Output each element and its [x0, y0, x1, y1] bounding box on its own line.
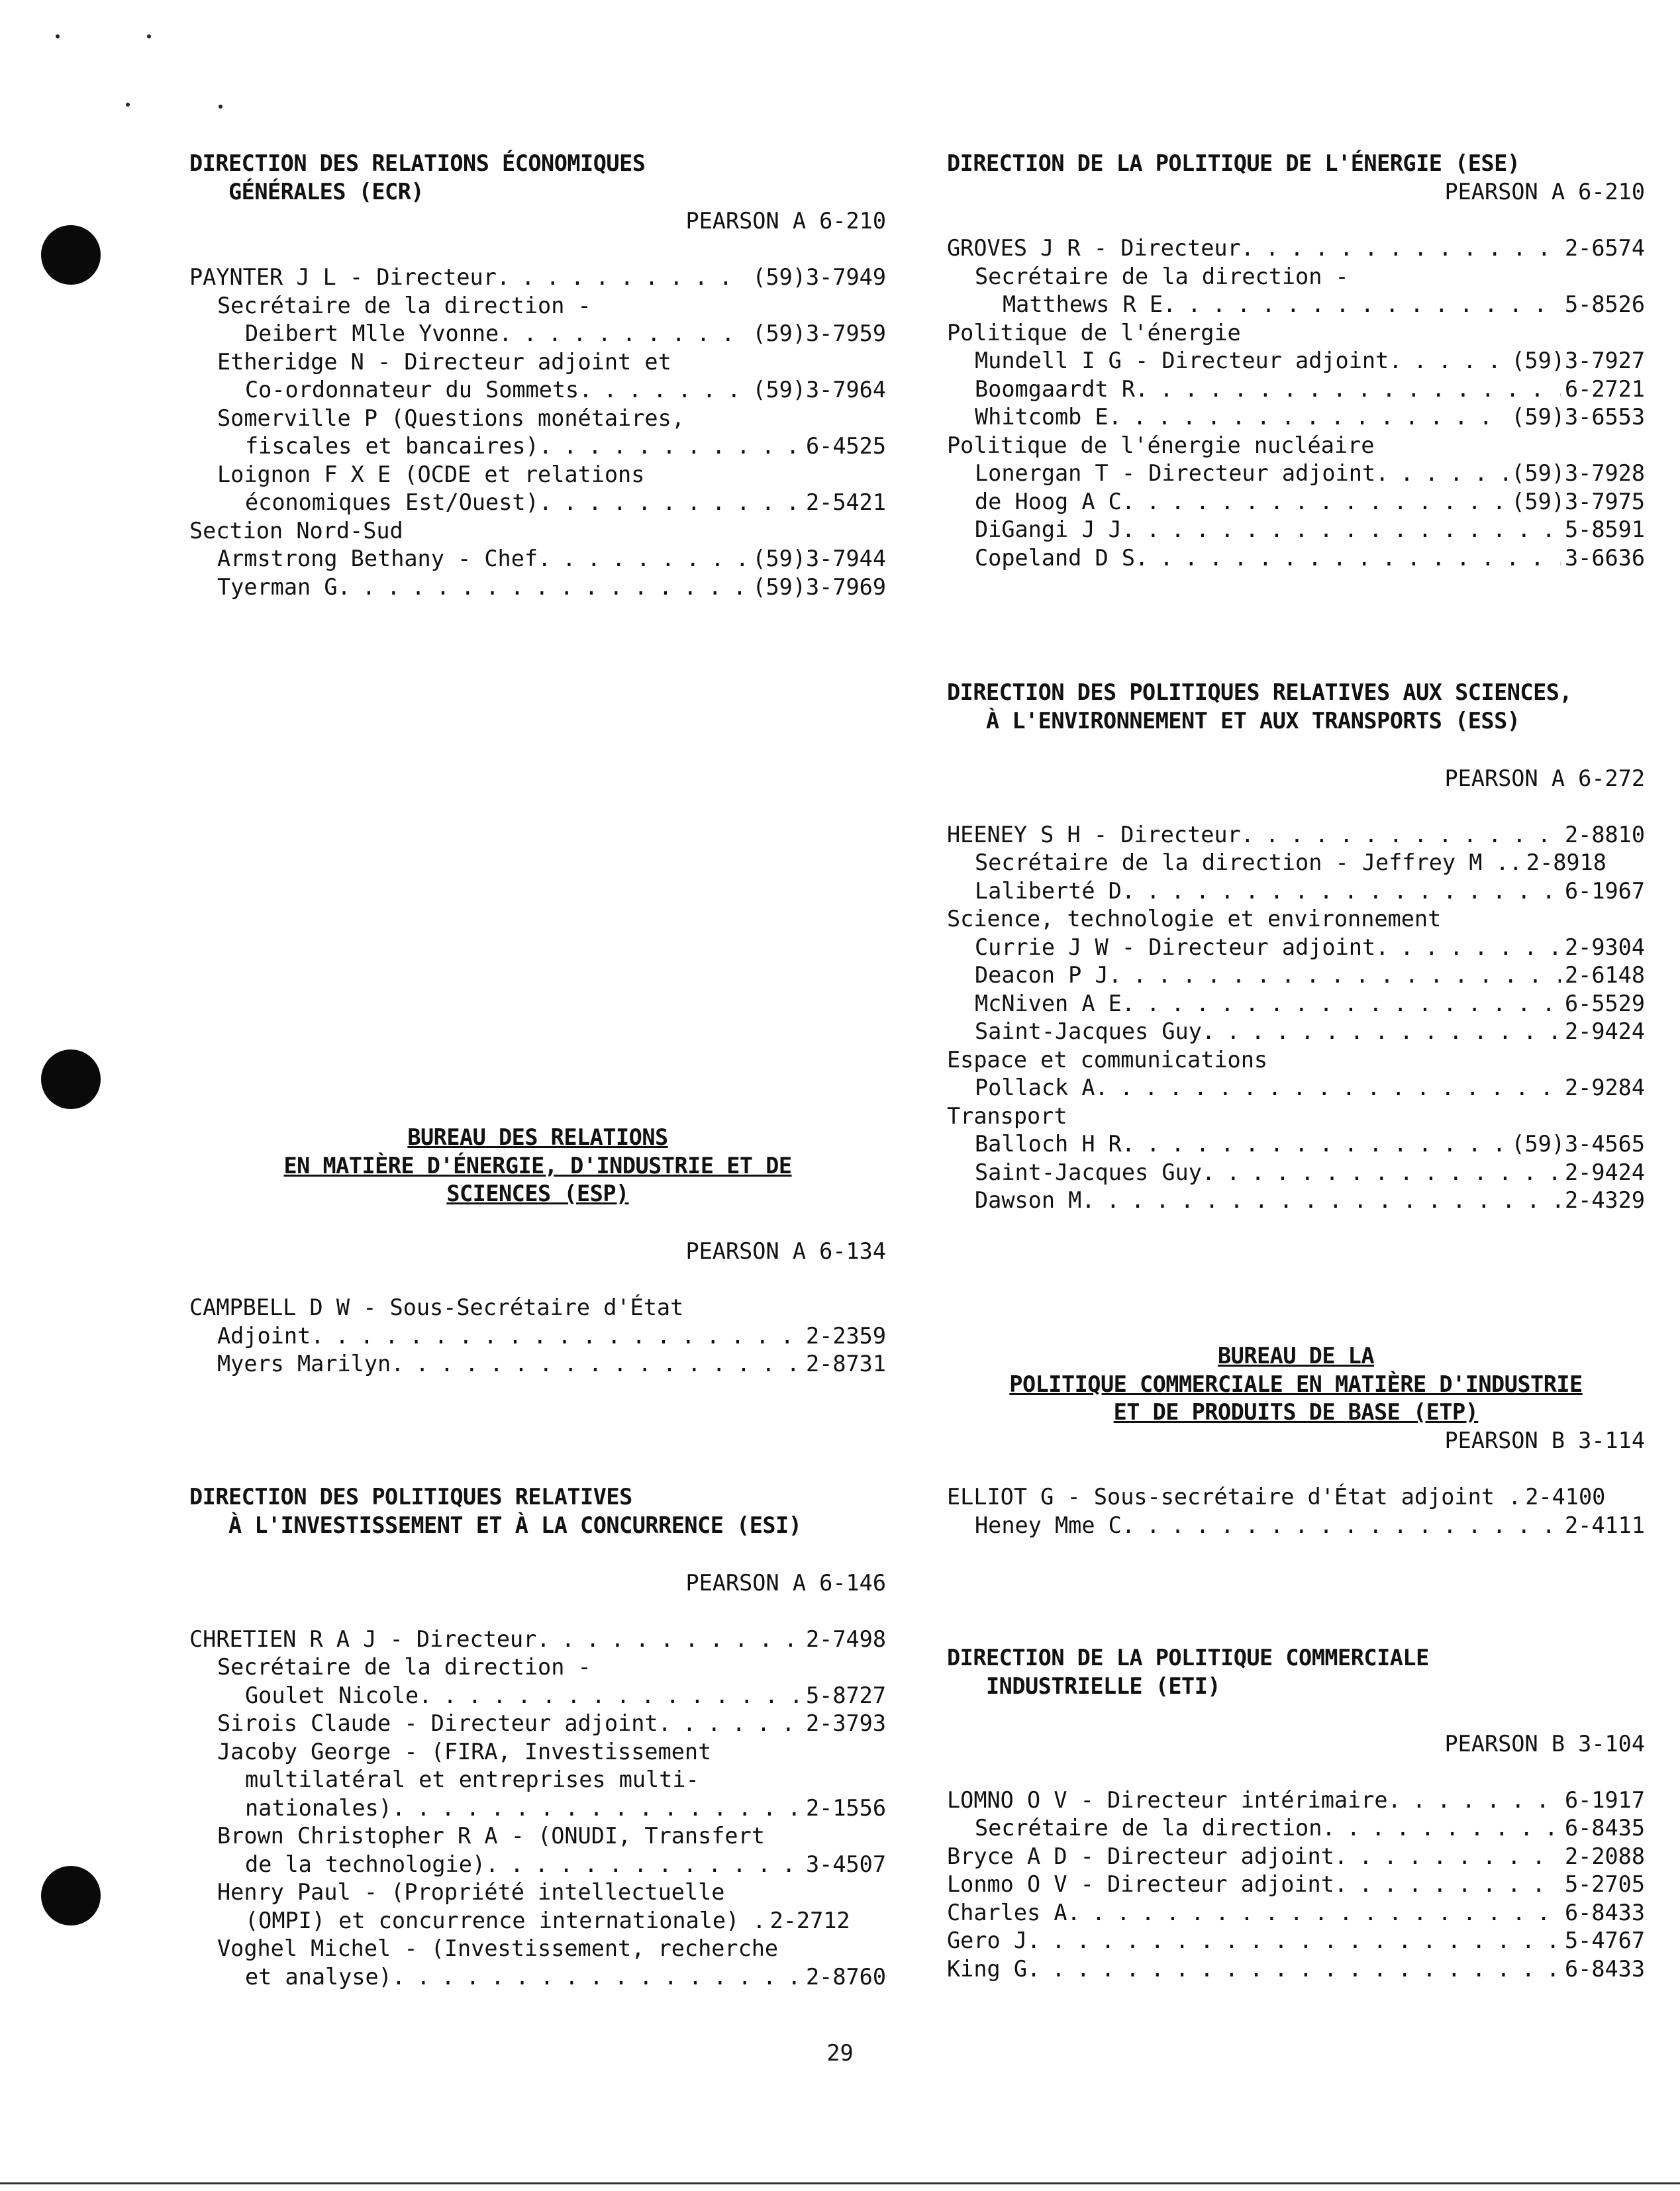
office-location: PEARSON A 6-134: [685, 1238, 886, 1264]
directory-line: Jacoby George - (FIRA, Investissement: [217, 1738, 712, 1765]
directory-entry: nationales) . . . 2-1556: [189, 1794, 886, 1823]
section-title: EN MATIÈRE D'ÉNERGIE, D'INDUSTRIE ET DE: [283, 1152, 792, 1179]
office-location: PEARSON A 6-272: [1444, 765, 1645, 791]
directory-entry: Lonmo O V - Directeur adjoint . . . 5-2705: [947, 1871, 1645, 1899]
directory-entry: Pollack A . . . 2-9284: [947, 1074, 1645, 1102]
directory-entry: de la technologie) . . . 3-4507: [189, 1851, 886, 1879]
section-esi: [189, 1483, 886, 1991]
directory-line: Henry Paul - (Propriété intellectuelle: [217, 1879, 725, 1905]
section-ese: [947, 150, 1645, 572]
phone-number: 2-6148: [1564, 962, 1645, 988]
phone-number: 2-4111: [1564, 1512, 1645, 1538]
directory-entry: DiGangi J J . . . 5-8591: [947, 516, 1645, 544]
section-title: BUREAU DES RELATIONS: [407, 1124, 668, 1150]
phone-number: (59)3-7975: [1511, 488, 1645, 514]
section-title: INDUSTRIELLE (ETI): [947, 1673, 1221, 1699]
section-title: POLITIQUE COMMERCIALE EN MATIÈRE D'INDUSTRIE: [1009, 1371, 1583, 1397]
directory-entry: Dawson M . . . 2-4329: [947, 1187, 1645, 1215]
directory-entry: (OMPI) et concurrence internationale) . 2-2712: [189, 1907, 886, 1935]
phone-number: 2-6574: [1564, 235, 1645, 261]
phone-number: 2-8760: [805, 1963, 886, 1990]
directory-entry: Matthews R E . . . 5-8526: [947, 291, 1645, 319]
directory-entry: économiques Est/Ouest) . . . 2-5421: [189, 489, 886, 517]
phone-number: 2-3793: [805, 1710, 886, 1736]
office-location: PEARSON B 3-114: [1444, 1428, 1645, 1453]
phone-number: 2-2712: [769, 1907, 850, 1933]
directory-entry: Currie J W - Directeur adjoint . . . 2-9304: [947, 934, 1645, 962]
directory-entry: Deacon P J . . . 2-6148: [947, 961, 1645, 990]
directory-line: Secrétaire de la direction -: [975, 263, 1349, 289]
phone-number: 6-1917: [1564, 1786, 1645, 1813]
phone-number: 2-2359: [805, 1322, 886, 1349]
phone-number: 2-9424: [1564, 1159, 1645, 1185]
section-title: DIRECTION DES POLITIQUES RELATIVES AUX SCIENCES,: [947, 679, 1573, 705]
directory-entry: Adjoint . . . 2-2359: [189, 1322, 886, 1351]
section-title: DIRECTION DES POLITIQUES RELATIVES: [189, 1484, 632, 1510]
subsection-heading: Science, technologie et environnement: [947, 906, 1442, 932]
section-ess: [947, 679, 1645, 1215]
phone-number: 2-9284: [1564, 1075, 1645, 1100]
directory-entry: Deibert Mlle Yvonne . . . (59)3-7959: [189, 320, 886, 348]
directory-entry: Copeland D S . . . 3-6636: [947, 544, 1645, 573]
section-ecr: [189, 150, 886, 601]
page-number: 29: [826, 2040, 854, 2066]
directory-entry: King G . . . 6-8433: [947, 1955, 1645, 1984]
office-location: PEARSON A 6-210: [1444, 179, 1645, 205]
directory-entry: Mundell I G - Directeur adjoint . . . (59)3-7927: [947, 347, 1645, 375]
directory-entry: Secrétaire de la direction . . . 6-8435: [947, 1814, 1645, 1843]
section-title: BUREAU DE LA: [1217, 1343, 1375, 1369]
directory-entry: Gero J . . . 5-4767: [947, 1927, 1645, 1955]
phone-number: 2-2088: [1564, 1843, 1645, 1869]
directory-entry: ELLIOT G - Sous-secrétaire d'État adjoint . 2-4100: [947, 1483, 1645, 1512]
directory-line: CAMPBELL D W - Sous-Secrétaire d'État: [189, 1294, 684, 1320]
directory-entry: Whitcomb E . . . (59)3-6553: [947, 403, 1645, 432]
phone-number: 2-8918: [1526, 850, 1606, 875]
phone-number: 3-4507: [805, 1851, 886, 1877]
phone-number: 6-2721: [1564, 375, 1645, 402]
phone-number: (59)3-4565: [1511, 1131, 1645, 1157]
directory-entry: Balloch H R . . . (59)3-4565: [947, 1130, 1645, 1159]
phone-number: 5-8727: [805, 1682, 886, 1708]
directory-entry: PAYNTER J L - Directeur . . . (59)3-7949: [189, 264, 886, 292]
office-location: PEARSON A 6-146: [685, 1569, 886, 1596]
section-title: À L'ENVIRONNEMENT ET AUX TRANSPORTS (ESS): [947, 707, 1520, 734]
binder-hole: [41, 225, 101, 285]
directory-entry: Heney Mme C . . . 2-4111: [947, 1512, 1645, 1540]
directory-entry: Myers Marilyn . . . 2-8731: [189, 1350, 886, 1379]
phone-number: (59)3-7969: [752, 573, 886, 600]
phone-number: 2-5421: [805, 489, 886, 515]
subsection-heading: Espace et communications: [947, 1046, 1268, 1073]
phone-number: 2-8810: [1564, 821, 1645, 848]
directory-line: multilatéral et entreprises multi-: [245, 1767, 699, 1792]
directory-entry: Tyerman G . . . (59)3-7969: [189, 573, 886, 602]
directory-line: Brown Christopher R A - (ONUDI, Transfert: [217, 1823, 765, 1849]
directory-line: Loignon F X E (OCDE et relations: [217, 461, 645, 487]
directory-entry: Boomgaardt R . . . 6-2721: [947, 375, 1645, 404]
directory-entry: Lonergan T - Directeur adjoint . . . (59)3-7928: [947, 460, 1645, 488]
directory-entry: Saint-Jacques Guy . . . 2-9424: [947, 1018, 1645, 1046]
phone-number: 2-4100: [1525, 1484, 1606, 1510]
directory-entry: Co-ordonnateur du Sommets . . . (59)3-7964: [189, 376, 886, 405]
phone-number: 2-7498: [805, 1626, 886, 1652]
directory-entry: Charles A . . . 6-8433: [947, 1899, 1645, 1927]
phone-number: 5-2705: [1564, 1871, 1645, 1897]
section-title: ET DE PRODUITS DE BASE (ETP): [1113, 1399, 1479, 1425]
directory-line: Somerville P (Questions monétaires,: [217, 405, 685, 431]
directory-entry: Sirois Claude - Directeur adjoint . . . 2-3793: [189, 1710, 886, 1738]
phone-number: 6-8433: [1564, 1899, 1645, 1925]
directory-entry: Goulet Nicole . . . 5-8727: [189, 1682, 886, 1710]
directory-line: Etheridge N - Directeur adjoint et: [217, 348, 671, 375]
section-title: DIRECTION DES RELATIONS ÉCONOMIQUES: [189, 150, 646, 176]
directory-entry: HEENEY S H - Directeur . . . 2-8810: [947, 821, 1645, 850]
directory-entry: fiscales et bancaires) . . . 6-4525: [189, 432, 886, 461]
phone-number: (59)3-6553: [1511, 404, 1645, 430]
subsection-heading: Politique de l'énergie nucléaire: [947, 432, 1375, 458]
directory-entry: LOMNO O V - Directeur intérimaire . . . 6-1917: [947, 1786, 1645, 1815]
phone-number: 2-4329: [1564, 1187, 1645, 1213]
phone-number: 6-1967: [1564, 877, 1645, 904]
phone-number: (59)3-7964: [752, 377, 886, 403]
phone-number: (59)3-7944: [752, 546, 886, 571]
paper-speck: [56, 34, 60, 38]
directory-entry: Saint-Jacques Guy . . . 2-9424: [947, 1159, 1645, 1187]
paper-speck: [219, 105, 222, 109]
phone-number: 2-1556: [805, 1794, 886, 1821]
office-location: PEARSON A 6-210: [685, 208, 886, 234]
phone-number: 2-9424: [1564, 1018, 1645, 1044]
bottom-rule: [0, 2182, 1680, 2184]
phone-number: 2-9304: [1564, 934, 1645, 960]
directory-entry: de Hoog A C . . . (59)3-7975: [947, 488, 1645, 516]
phone-number: (59)3-7949: [752, 264, 886, 290]
phone-number: 5-8526: [1564, 291, 1645, 317]
directory-entry: Armstrong Bethany - Chef . . . (59)3-7944: [189, 545, 886, 573]
directory-entry: Bryce A D - Directeur adjoint . . . 2-2088: [947, 1843, 1645, 1871]
section-etp: [947, 1342, 1645, 1539]
section-title: SCIENCES (ESP): [446, 1181, 629, 1206]
subsection-heading: Section Nord-Sud: [189, 517, 403, 544]
directory-entry: Laliberté D . . . 6-1967: [947, 877, 1645, 906]
section-title: DIRECTION DE LA POLITIQUE COMMERCIALE: [947, 1645, 1429, 1671]
directory-entry: Secrétaire de la direction - Jeffrey M .. 2-8918: [947, 849, 1645, 877]
phone-number: 3-6636: [1564, 544, 1645, 571]
phone-number: (59)3-7928: [1511, 460, 1645, 486]
directory-entry: McNiven A E . . . 6-5529: [947, 990, 1645, 1018]
paper-speck: [147, 34, 151, 38]
subsection-heading: Politique de l'énergie: [947, 319, 1241, 346]
phone-number: 6-5529: [1564, 990, 1645, 1016]
phone-number: 2-8731: [805, 1351, 886, 1377]
directory-line: Voghel Michel - (Investissement, recherche: [217, 1935, 779, 1961]
phone-number: 5-4767: [1564, 1927, 1645, 1953]
directory-line: Secrétaire de la direction -: [217, 1654, 591, 1680]
office-location: PEARSON B 3-104: [1444, 1730, 1645, 1757]
phone-number: 6-8433: [1564, 1955, 1645, 1982]
section-eti: [947, 1644, 1645, 1983]
binder-hole: [41, 1049, 101, 1109]
phone-number: (59)3-7927: [1511, 348, 1645, 373]
directory-entry: et analyse) . . . 2-8760: [189, 1963, 886, 1992]
phone-number: 6-8435: [1564, 1815, 1645, 1841]
directory-entry: GROVES J R - Directeur . . . 2-6574: [947, 234, 1645, 263]
section-title: DIRECTION DE LA POLITIQUE DE L'ÉNERGIE (ESE): [947, 150, 1520, 176]
section-esp: [189, 1124, 886, 1379]
binder-hole: [41, 1866, 101, 1925]
directory-entry: CHRETIEN R A J - Directeur . . . 2-7498: [189, 1626, 886, 1654]
phone-number: 6-4525: [805, 433, 886, 459]
phone-number: 5-8591: [1564, 516, 1645, 542]
section-title: À L'INVESTISSEMENT ET À LA CONCURRENCE (ESI): [189, 1512, 802, 1538]
section-title: GÉNÉRALES (ECR): [189, 178, 424, 205]
directory-line: Secrétaire de la direction -: [217, 292, 591, 318]
subsection-heading: Transport: [947, 1102, 1067, 1129]
phone-number: (59)3-7959: [752, 320, 886, 346]
paper-speck: [126, 103, 130, 107]
